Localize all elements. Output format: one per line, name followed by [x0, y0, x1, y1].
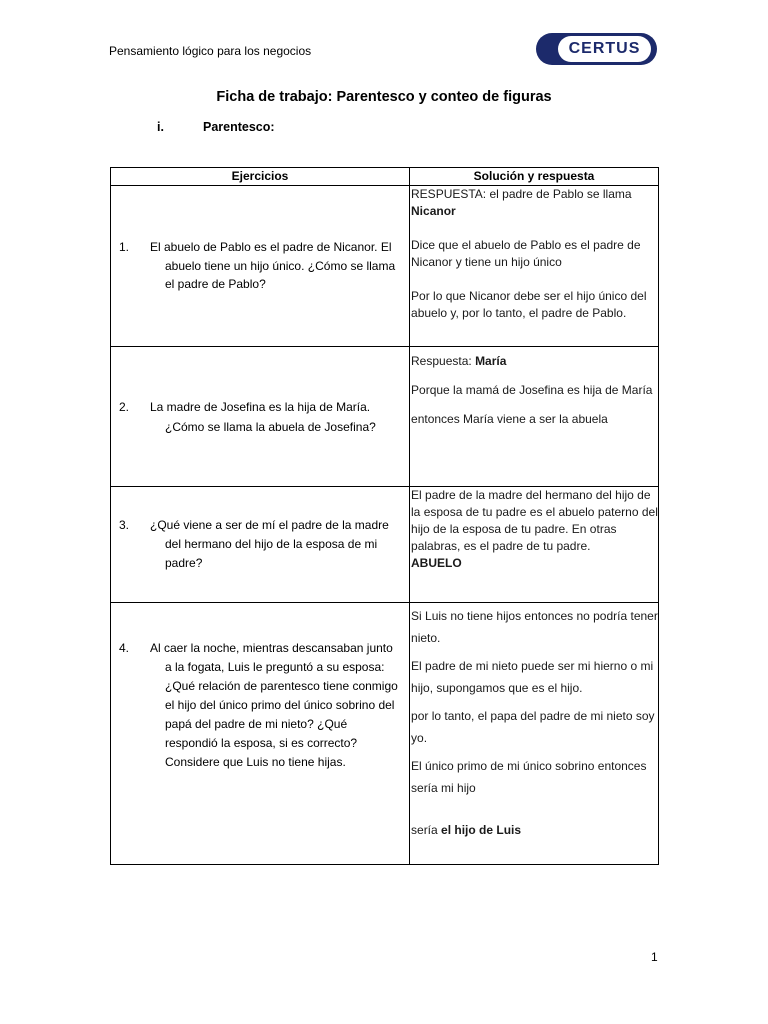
header-left-text: Pensamiento lógico para los negocios	[109, 44, 312, 58]
exercise-cell	[111, 347, 410, 487]
exercises-table	[110, 167, 659, 865]
solution-cell: Si Luis no tiene hijos entonces no podría tener nieto. El padre de mi nieto puede ser mi hierno o mi hijo, supongamos que es el hijo. por lo tanto, el papa del padre de mi nieto soy yo. El único primo de mi único sobrino entonces sería mi hijo sería el hijo de Luis	[410, 603, 659, 865]
section-heading	[157, 120, 275, 134]
logo-text: CERTUS	[558, 36, 651, 62]
exercise-cell	[111, 603, 410, 865]
table-row	[111, 487, 659, 603]
exercise-text: 2. La madre de Josefina es la hija de María. ¿Cómo se llama la abuela de Josefina?	[119, 399, 376, 434]
column-header-solution: Solución y respuesta	[410, 168, 659, 186]
table-row	[111, 603, 659, 865]
table-row	[111, 186, 659, 347]
exercise-text: 3. ¿Qué viene a ser de mí el padre de la madre del hermano del hijo de la esposa de mi padre?	[119, 518, 389, 570]
exercise-cell	[111, 487, 410, 603]
exercise-text: 4. Al caer la noche, mientras descansaban junto a la fogata, Luis le preguntó a su esposa: ¿Qué relación de parentesco tiene conmigo el hijo del único primo del único sobrino del papá del padre de mi nieto? ¿Qué respondió la esposa, si es correcto? Considere que Luis no tiene hijas.	[119, 641, 398, 769]
page-number: 1	[651, 950, 658, 964]
section-label: Parentesco:	[203, 120, 275, 134]
table-row	[111, 347, 659, 487]
column-header-exercises: Ejercicios	[111, 168, 410, 186]
certus-logo	[536, 33, 657, 65]
section-number: i.	[157, 120, 164, 134]
table-header-row	[111, 168, 659, 186]
solution-cell: Respuesta: María Porque la mamá de Josefina es hija de María entonces María viene a ser la abuela	[410, 347, 659, 487]
exercise-text: 1. El abuelo de Pablo es el padre de Nicanor. El abuelo tiene un hijo único. ¿Cómo se llama el padre de Pablo?	[119, 240, 396, 292]
solution-cell: El padre de la madre del hermano del hijo de la esposa de tu padre es el abuelo paterno del hijo de la esposa de tu padre. En otras palabras, es el padre de tu padre. ABUELO	[410, 487, 659, 603]
page-title: Ficha de trabajo: Parentesco y conteo de figuras	[216, 89, 552, 105]
exercise-cell	[111, 186, 410, 347]
solution-cell: RESPUESTA: el padre de Pablo se llama Nicanor Dice que el abuelo de Pablo es el padre de Nicanor y tiene un hijo único Por lo que Nicanor debe ser el hijo único del abuelo y, por lo tanto, el padre de Pablo.	[410, 186, 659, 347]
